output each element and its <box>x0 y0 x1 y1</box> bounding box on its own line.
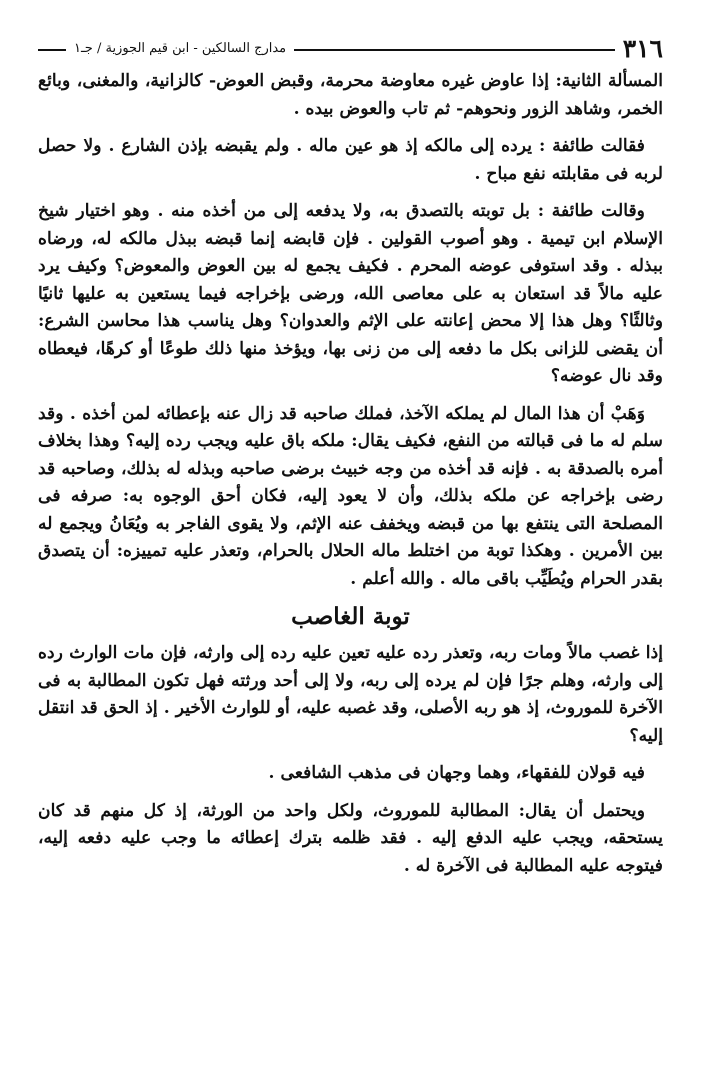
paragraph: إذا غصب مالاً ومات ربه، وتعذر رده عليه تعين عليه رده إلى وارثه، فإن مات الوارث رده إلى وارثه، وهلم جرًا فإن لم يرده إلى ربه، ولا إلى أحد ورثته فهل تكون المطالبة به فى الآخرة للموروث، إذ هو ربه الأصلى، وقد غصبه عليه، أو للوارث الأخير . إذ الحق قد انتقل إليه؟ <box>38 643 663 746</box>
paragraph: وقالت طائفة : بل توبته بالتصدق به، ولا يدفعه إلى من أخذه منه . وهو اختيار شيخ الإسلام ابن تيمية . وهو أصوب القولين . فإن قابضه إنما قبضه ببذل مالكه له، ورضاه ببذله . وقد استوفى عوضه المحرم . فكيف يجمع له بين العوض والمعوض؟ وكيف يرد عليه مالاً قد استعان به على معاصى الله، ورضى بإخراجه فيما يستعين به عليها ثانيًا وثالثًا؟ وهل هذا إلا محض إعانته على الإثم والعدوان؟ وهل يناسب هذا محاسن الشرع: أن يقضى للزانى بكل ما دفعه إلى من زنى بها، ويؤخذ منها ذلك طوعًا أو كرهًا، فيعطاه وقد نال عوضه؟ <box>38 201 663 386</box>
page-number: ٣١٦ <box>622 33 663 63</box>
paragraph: فقالت طائفة : يرده إلى مالكه إذ هو عين ماله . ولم يقبضه بإذن الشارع . ولا حصل لربه فى مقابلته نفع مباح . <box>38 136 663 184</box>
header-rule <box>294 49 615 51</box>
paragraph: فيه قولان للفقهاء، وهما وجهان فى مذهب الشافعى . <box>268 763 645 783</box>
section-heading: توبة الغاصب <box>291 603 410 630</box>
paragraph: وَهَبْ أن هذا المال لم يملكه الآخذ، فملك صاحبه قد زال عنه بإعطائه لمن أخذه . وقد سلم له ما فى قبالته من النفع، فكيف يقال: ملكه باق عليه ويجب رده إليه؟ وهذا بخلاف أمره بالصدقة به . فإنه قد أخذه من وجه خبيث برضى صاحبه وبذله له بذلك، وصاحبه قد رضى بإخراجه عن ملكه بذلك، وأن لا يعود إليه، فكان أحق الوجوه به: صرفه فى المصلحة التى ينتفع بها من قبضه ويخفف عنه الإثم، ولا يقوى الفاجر به ويُعَانُ ويجمع له بين الأمرين . وهكذا توبة من اختلط ماله الحلال بالحرام، وتعذر عليه تمييزه: أن يتصدق بقدر الحرام ويُطَيِّب باقى ماله . والله أعلم . <box>38 403 663 589</box>
paragraph: المسألة الثانية: إذا عاوض غيره معاوضة محرمة، وقبض العوض- كالزانية، والمغنى، وبائع الخمر، وشاهد الزور ونحوهم- ثم تاب والعوض بيده . <box>38 71 663 119</box>
paragraph: ويحتمل أن يقال: المطالبة للموروث، ولكل واحد من الورثة، إذ كل منهم قد كان يستحقه، ويجب عليه الدفع إليه . فقد ظلمه بترك إعطائه ما وجب عليه دفعه إليه، فيتوجه عليه المطالبة فى الآخرة له . <box>38 800 663 876</box>
running-title: مدارج السالكين - ابن قيم الجوزية / جـ١ <box>74 40 287 56</box>
header-rule-end <box>38 49 66 51</box>
page-header <box>38 28 663 68</box>
page-body <box>38 68 663 880</box>
